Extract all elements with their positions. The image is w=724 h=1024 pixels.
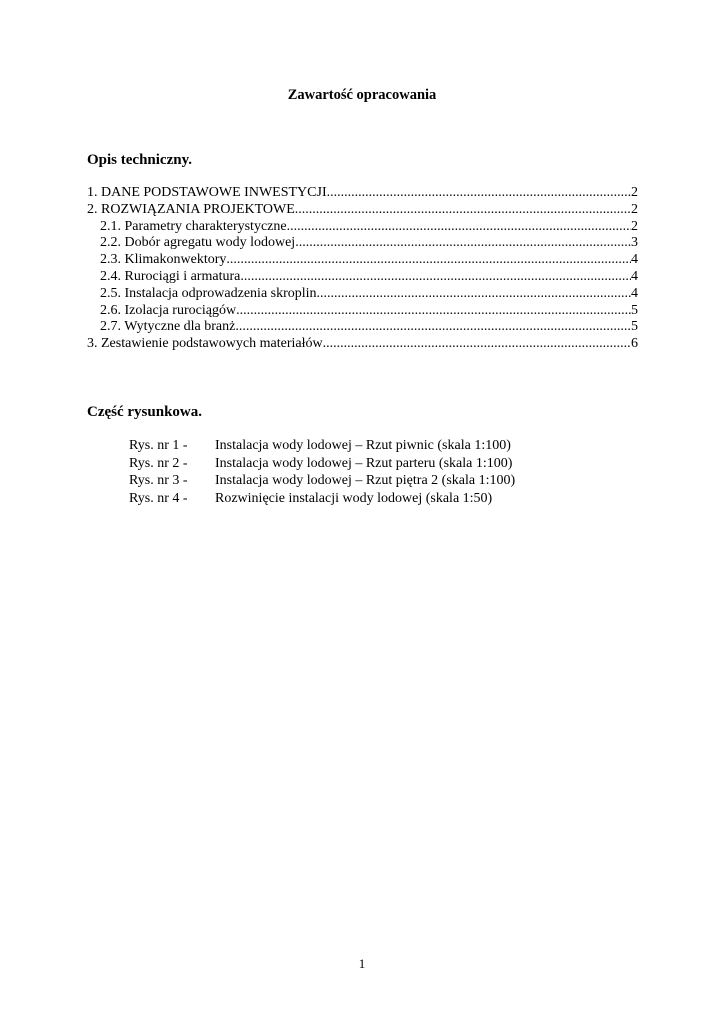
toc-entry-page: 2: [631, 201, 638, 217]
drawing-description: Rozwinięcie instalacji wody lodowej (skala 1:50): [215, 490, 493, 506]
drawings-heading: Część rysunkowa.: [87, 404, 202, 420]
toc-leader-dots: [287, 219, 631, 236]
drawing-description: Instalacja wody lodowej – Rzut parteru (skala 1:100): [215, 455, 513, 471]
toc-leader-dots: [295, 235, 631, 252]
toc-entry-label: 3. Zestawienie podstawowych materiałów: [87, 336, 323, 352]
toc-leader-dots: [295, 202, 631, 219]
toc-entry-page: 6: [631, 336, 638, 352]
drawing-description: Instalacja wody lodowej – Rzut piwnic (skala 1:100): [215, 438, 511, 453]
toc-leader-dots: [240, 269, 631, 286]
toc-entry-label: 2.6. Izolacja rurociągów: [100, 302, 237, 318]
toc-entry-label: 2.3. Klimakonwektory: [100, 252, 227, 268]
toc-leader-dots: [226, 252, 631, 269]
drawing-item: [129, 490, 515, 508]
drawing-description: Instalacja wody lodowej – Rzut piętra 2 (skala 1:100): [215, 473, 516, 488]
toc-entry-page: 3: [631, 235, 638, 251]
toc-leader-dots: [327, 185, 631, 202]
toc-entry-label: 2. ROZWIĄZANIA PROJEKTOWE: [87, 201, 295, 217]
toc-entry-label: 2.2. Dobór agregatu wody lodowej: [100, 235, 296, 251]
toc-leader-dots: [236, 303, 631, 320]
toc-entry: [87, 336, 638, 353]
toc-subentry: [87, 286, 638, 303]
toc-entry-label: 1. DANE PODSTAWOWE INWESTYCJI: [87, 185, 327, 200]
toc-subentry: [87, 235, 638, 252]
toc-entry: [87, 185, 638, 202]
drawing-number: Rys. nr 3 -: [129, 473, 188, 488]
drawing-item: [129, 437, 515, 455]
toc-entry-page: 4: [631, 285, 638, 301]
toc-subentry: [87, 219, 638, 236]
page-number: 1: [358, 956, 366, 971]
toc-entry-label: 2.7. Wytyczne dla branż: [100, 319, 236, 335]
toc-entry-label: 2.5. Instalacja odprowadzenia skroplin: [100, 285, 317, 301]
drawing-item: [129, 472, 515, 490]
toc-entry-page: 5: [631, 302, 638, 318]
table-of-contents: [87, 185, 638, 353]
drawing-number: Rys. nr 1 -: [129, 438, 188, 453]
technical-heading: Opis techniczny.: [87, 152, 193, 168]
toc-entry-label: 2.4. Rurociągi i armatura: [100, 268, 241, 284]
drawings-list: [129, 437, 515, 507]
toc-entry-page: 4: [631, 252, 638, 268]
drawing-item: [129, 455, 515, 473]
toc-leader-dots: [323, 336, 631, 353]
toc-subentry: [87, 319, 638, 336]
document-title: Zawartość opracowania: [287, 87, 437, 103]
toc-leader-dots: [235, 319, 631, 336]
toc-entry-page: 4: [631, 268, 638, 284]
toc-subentry: [87, 252, 638, 269]
drawing-number: Rys. nr 2 -: [129, 455, 188, 471]
toc-entry-page: 2: [631, 185, 638, 200]
toc-subentry: [87, 269, 638, 286]
toc-leader-dots: [317, 286, 631, 303]
toc-subentry: [87, 303, 638, 320]
toc-entry-page: 2: [631, 218, 638, 234]
toc-entry: [87, 202, 638, 219]
toc-entry-page: 5: [631, 319, 638, 335]
toc-entry-label: 2.1. Parametry charakterystyczne: [100, 218, 287, 234]
drawing-number: Rys. nr 4 -: [129, 490, 188, 506]
